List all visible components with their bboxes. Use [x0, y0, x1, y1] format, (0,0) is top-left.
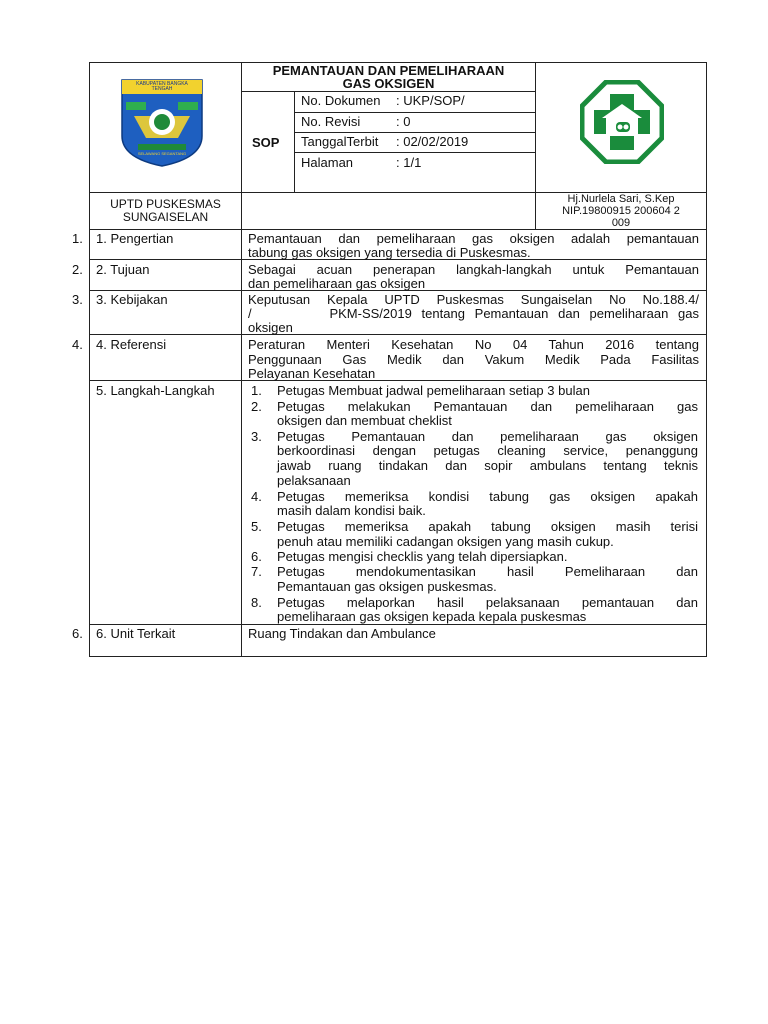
step-number: 6. — [251, 549, 262, 564]
logo-text-top: KABUPATEN BANGKA TENGAH — [136, 81, 188, 92]
row-label-pengertian: 1. Pengertian — [96, 231, 174, 246]
step-number: 7. — [251, 564, 262, 579]
step-text-line: berkoordinasi dengan petugas cleaning service, penanggung — [277, 443, 698, 458]
row-label-unit-terkait: 6. Unit Terkait — [96, 626, 176, 641]
step-text-line: Petugas melakukan Pemantauan dan pemeliharaan gas — [277, 399, 698, 414]
puskesmas-logo — [580, 80, 664, 164]
row-text-line: tabung gas oksigen yang tersedia di Puskesmas. — [248, 245, 531, 260]
doc-value-norevisi: : 0 — [396, 114, 411, 129]
doc-key-tanggal: TanggalTerbit — [301, 134, 379, 149]
step-text-line: Petugas memeriksa apakah tabung oksigen masih terisi — [277, 519, 698, 534]
row-number: 3. — [72, 292, 83, 307]
org-line-2: SUNGAISELAN — [122, 210, 209, 224]
step-text-line: Petugas Membuat jadwal pemeliharaan setiap 3 bulan — [277, 383, 590, 398]
row-label-referensi: 4. Referensi — [96, 337, 167, 352]
step-text-line: Pemantauan gas oksigen puskesmas. — [277, 579, 497, 594]
row-text-line: oksigen — [248, 320, 293, 335]
row-text-line: Ruang Tindakan dan Ambulance — [248, 626, 436, 641]
step-text-line: oksigen dan membuat cheklist — [277, 413, 452, 428]
title-line-1: PEMANTAUAN DAN PEMELIHARAAN — [272, 63, 505, 78]
step-text-line: penuh atau memiliki cadangan oksigen yang masih cukup. — [277, 534, 614, 549]
step-text-line: Petugas mendokumentasikan hasil Pemeliharaan dan — [277, 564, 698, 579]
signer-nip-1: NIP.19800915 200604 2 — [562, 205, 680, 217]
row-label-langkah: 5. Langkah-Langkah — [96, 383, 215, 398]
step-text-line: pelaksanaan — [277, 473, 351, 488]
signer-block — [536, 193, 706, 229]
row-text-line: Penggunaan Gas Medik dan Vakum Medik Pada Fasilitas — [248, 352, 699, 367]
sop-label: SOP — [252, 135, 280, 150]
step-number: 2. — [251, 399, 262, 414]
step-number: 1. — [251, 383, 262, 398]
kabupaten-logo — [116, 76, 208, 168]
row-text-line: Pemantauan dan pemeliharaan gas oksigen adalah pemantauan — [248, 231, 699, 246]
row-number: 1. — [72, 231, 83, 246]
row-text-line: Peraturan Menteri Kesehatan No 04 Tahun 2016 tentang — [248, 337, 699, 352]
row-text-line: Keputusan Kepala UPTD Puskesmas Sungaiselan No No.188.4/ — [248, 292, 699, 307]
step-text-line: pemeliharaan gas oksigen kepada kepala puskesmas — [277, 609, 587, 624]
step-text-line: Petugas Pemantauan dan pemeliharaan gas oksigen — [277, 429, 698, 444]
step-text-line: masih dalam kondisi baik. — [277, 503, 426, 518]
step-text-line: Petugas mengisi checklis yang telah dipersiapkan. — [277, 549, 568, 564]
step-number: 4. — [251, 489, 262, 504]
document-title — [242, 64, 535, 90]
step-number: 3. — [251, 429, 262, 444]
org-name — [90, 198, 241, 224]
row-text-line: dan pemeliharaan gas oksigen — [248, 276, 426, 291]
row-text-line: / PKM-SS/2019 tentang Pemantauan dan pemeliharaan gas — [248, 306, 699, 321]
step-number: 5. — [251, 519, 262, 534]
row-label-tujuan: 2. Tujuan — [96, 262, 150, 277]
signer-name: Hj.Nurlela Sari, S.Kep — [567, 193, 675, 205]
step-number: 8. — [251, 595, 262, 610]
row-number: 4. — [72, 337, 83, 352]
row-number: 2. — [72, 262, 83, 277]
row-number: 6. — [72, 626, 83, 641]
row-text-line: Sebagai acuan penerapan langkah-langkah untuk Pemantauan — [248, 262, 699, 277]
title-line-2: GAS OKSIGEN — [342, 76, 435, 91]
doc-value-halaman: : 1/1 — [396, 155, 422, 170]
row-text-line: Pelayanan Kesehatan — [248, 366, 376, 381]
logo-text-bottom: SELAWANG SEGANTANG — [137, 151, 187, 156]
row-label-kebijakan: 3. Kebijakan — [96, 292, 168, 307]
step-text-line: jawab ruang tindakan dan sopir ambulans tentang teknis — [277, 458, 698, 473]
doc-key-nodokumen: No. Dokumen — [301, 93, 381, 108]
doc-value-nodokumen: : UKP/SOP/ — [396, 93, 465, 108]
doc-key-halaman: Halaman — [301, 155, 354, 170]
signer-nip-2: 009 — [611, 217, 631, 229]
doc-value-tanggal: : 02/02/2019 — [396, 134, 469, 149]
step-text-line: Petugas melaporkan hasil pelaksanaan pemantauan dan — [277, 595, 698, 610]
step-text-line: Petugas memeriksa kondisi tabung gas oksigen apakah — [277, 489, 698, 504]
org-line-1: UPTD PUSKESMAS — [110, 197, 221, 211]
doc-key-norevisi: No. Revisi — [301, 114, 361, 129]
